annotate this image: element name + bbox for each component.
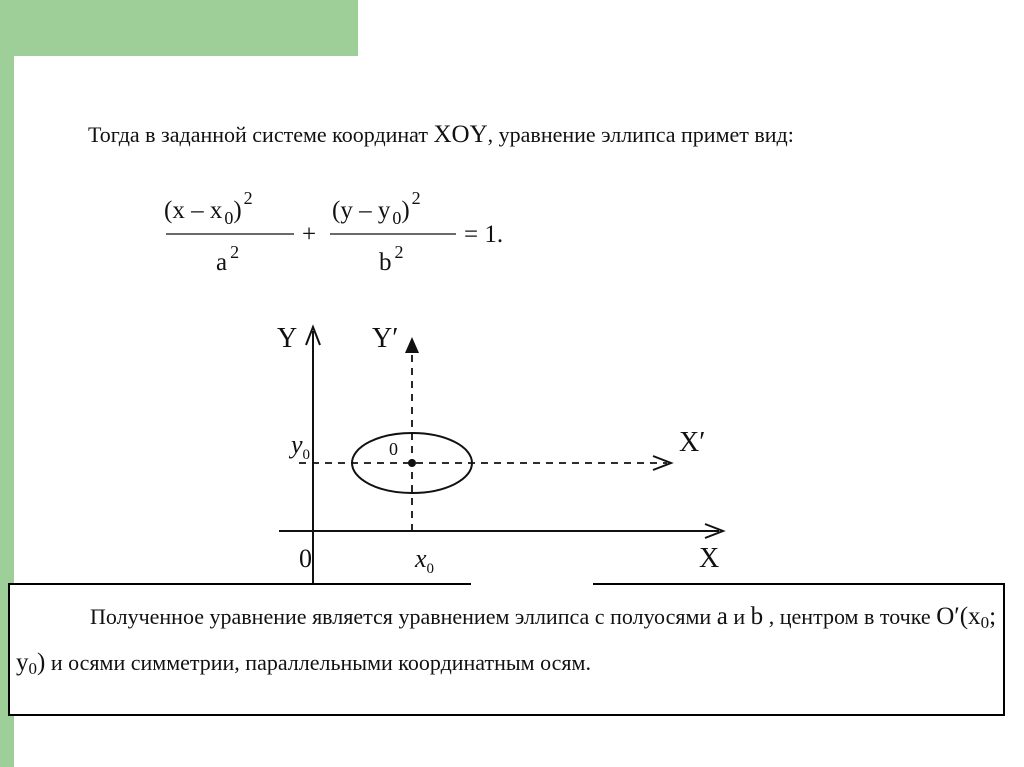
denominator-a: a: [216, 249, 228, 276]
svg-text:(y – y0)2: [332, 188, 421, 228]
conclusion-text-2: центром в точке: [779, 604, 937, 629]
semi-axis-b: b: [750, 603, 764, 630]
green-accent-top: [0, 0, 358, 56]
ellipse-equation: [164, 186, 544, 286]
center-point-y: ; y: [16, 603, 997, 676]
conclusion-text-1: Полученное уравнение является уравнением эллипса с полуосями: [90, 604, 717, 629]
label-y0-sub: 0: [302, 447, 311, 463]
center-point-close: ): [37, 649, 46, 676]
box-border-gap: [471, 581, 593, 585]
center-point-y-sub: 0: [28, 659, 37, 678]
intro-text-before: Тогда в заданной системе координат: [88, 122, 434, 147]
label-x0-var: x: [415, 544, 427, 573]
semi-axis-a: a: [716, 603, 728, 630]
conclusion-text-3: и осями симметрии, параллельными координатным осям.: [45, 650, 591, 675]
label-center: 0: [389, 439, 398, 459]
numerator-x-close: ): [233, 197, 242, 224]
label-origin: 0: [299, 544, 312, 573]
svg-text:b2: [379, 242, 404, 276]
center-point-x-sub: 0: [980, 613, 990, 632]
numerator-y-subscript: 0: [392, 208, 402, 228]
center-point-x: O′(x: [936, 603, 981, 630]
coordinate-system-label: XOY: [433, 121, 488, 148]
denominator-a-exponent: 2: [230, 242, 240, 262]
y-prime-axis-arrow: [405, 337, 419, 353]
svg-text:a2: [216, 242, 239, 276]
label-y0: [288, 430, 310, 463]
numerator-y-close: ): [401, 197, 410, 224]
numerator-x: (x – x: [164, 197, 223, 224]
label-x0: [414, 544, 434, 577]
label-y-prime: Y′: [372, 323, 399, 354]
label-x0-sub: 0: [426, 561, 435, 577]
conclusion-comma: ,: [763, 604, 775, 629]
numerator-x-subscript: 0: [224, 208, 234, 228]
numerator-y: (y – y: [332, 197, 391, 224]
label-x: X: [699, 543, 720, 574]
intro-paragraph: [14, 116, 998, 153]
denominator-b-exponent: 2: [394, 242, 404, 262]
denominator-b: b: [379, 249, 392, 276]
numerator-x-exponent: 2: [243, 188, 253, 208]
ellipse-center-point: [408, 459, 416, 467]
ellipse-diagram: [269, 311, 739, 611]
conclusion-and: и: [727, 604, 751, 629]
conclusion-paragraph: [16, 597, 996, 689]
svg-text:(x – x0)2: [164, 188, 253, 228]
label-y0-var: y: [291, 430, 303, 459]
label-x-prime: X′: [679, 427, 706, 458]
conclusion-box: [8, 583, 1005, 716]
numerator-y-exponent: 2: [411, 188, 421, 208]
label-y: Y: [277, 323, 298, 354]
plus-sign: +: [302, 221, 317, 248]
equals-one: = 1.: [464, 221, 504, 248]
intro-text-after: , уравнение эллипса примет вид:: [487, 122, 794, 147]
